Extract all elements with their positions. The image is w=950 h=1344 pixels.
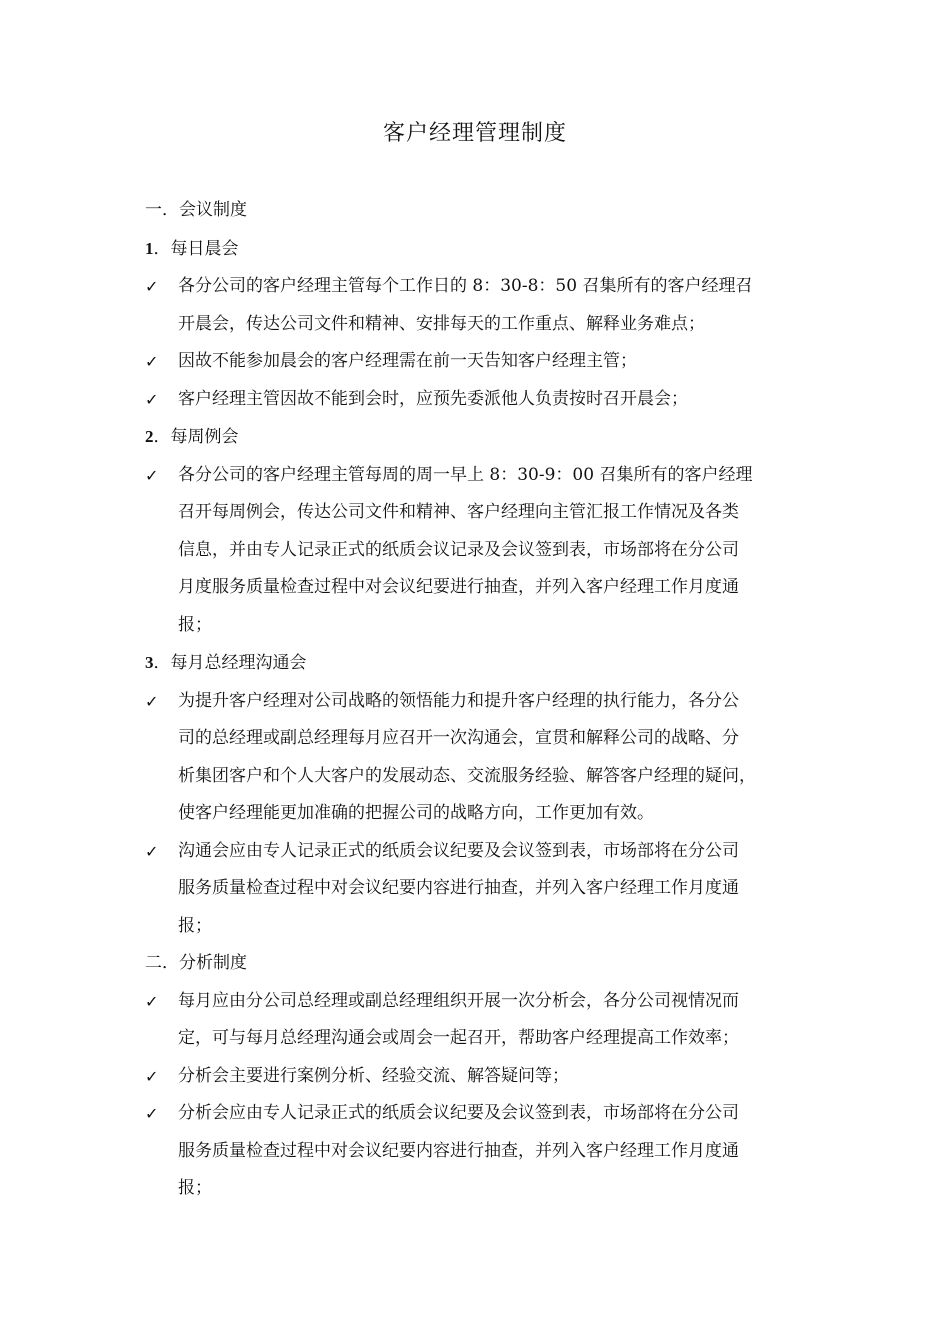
subsection-number: 3	[145, 653, 154, 672]
bullet-line: 为提升客户经理对公司战略的领悟能力和提升客户经理的执行能力，各分公	[178, 690, 739, 711]
bullet-item	[145, 683, 810, 833]
bullet-line: 沟通会应由专人记录正式的纸质会议纪要及会议签到表，市场部将在分公司	[178, 840, 739, 861]
bullet-line: 召开每周例会，传达公司文件和精神、客户经理向主管汇报工作情况及各类	[178, 502, 739, 522]
checkmark-icon: ✓	[145, 841, 159, 861]
subsection-number: 1	[145, 238, 154, 258]
bullet-text	[178, 683, 810, 833]
checkmark-icon: ✓	[145, 991, 159, 1011]
bullet-text	[178, 381, 810, 419]
checkmark-icon: ✓	[145, 277, 159, 296]
subsection-heading	[145, 418, 810, 457]
subsection-title: ．每月总经理沟通会	[153, 653, 307, 673]
subsection-heading	[145, 644, 810, 683]
checkmark-icon: ✓	[145, 1104, 159, 1123]
bullet-line: 析集团客户和个人大客户的发展动态、交流服务经验、解答客户经理的疑问，	[178, 765, 756, 786]
bullet-line: 开晨会，传达公司文件和精神、安排每天的工作重点、解释业务难点；	[178, 313, 705, 334]
section-heading: 二．分析制度	[145, 953, 247, 973]
subsection-title: ．每周例会	[153, 427, 239, 447]
checkmark-icon: ✓	[145, 1066, 159, 1086]
bullet-item	[145, 983, 810, 1058]
bullet-line: 使客户经理能更加准确的把握公司的战略方向，工作更加有效。	[178, 803, 654, 823]
bullet-item	[145, 381, 810, 419]
subsection-heading	[145, 230, 810, 269]
bullet-line: 月度服务质量检查过程中对会议纪要进行抽查，并列入客户经理工作月度通	[178, 577, 739, 597]
bullet-line: 信息，并由专人记录正式的纸质会议记录及会议签到表，市场部将在分公司	[178, 539, 739, 560]
checkmark-icon: ✓	[145, 389, 159, 409]
bullet-line: 每月应由分公司总经理或副总经理组织开展一次分析会，各分公司视情况而	[178, 990, 739, 1011]
bullet-line: 报；	[178, 915, 212, 936]
subsection-number: 2	[145, 427, 154, 446]
bullet-line: 服务质量检查过程中对会议纪要内容进行抽查，并列入客户经理工作月度通	[178, 1140, 739, 1161]
bullet-line: 分析会应由专人记录正式的纸质会议纪要及会议签到表，市场部将在分公司	[178, 1103, 739, 1123]
bullet-text	[178, 1095, 810, 1208]
bullet-line: 因故不能参加晨会的客户经理需在前一天告知客户经理主管；	[178, 351, 637, 371]
bullet-line: 各分公司的客户经理主管每个工作日的 8：30-8：50 召集所有的客户经理召	[178, 276, 753, 296]
bullet-line: 报；	[178, 614, 212, 635]
bullet-line: 定，可与每月总经理沟通会或周会一起召开，帮助客户经理提高工作效率；	[178, 1028, 739, 1048]
bullet-text	[178, 833, 810, 946]
bullet-line: 分析会主要进行案例分析、经验交流、解答疑问等；	[178, 1065, 569, 1086]
checkmark-icon: ✓	[145, 691, 159, 711]
bullet-line: 客户经理主管因故不能到会时，应预先委派他人负责按时召开晨会；	[178, 388, 688, 409]
bullet-item	[145, 1058, 810, 1096]
checkmark-icon: ✓	[145, 352, 159, 371]
bullet-line: 司的总经理或副总经理每月应召开一次沟通会，宣贯和解释公司的战略、分	[178, 728, 739, 748]
bullet-item	[145, 833, 810, 946]
subsection-title: ．每日晨会	[153, 238, 239, 259]
bullet-line: 报；	[178, 1178, 212, 1198]
section-heading: 一．会议制度	[145, 200, 247, 220]
bullet-item	[145, 457, 810, 645]
bullet-text	[178, 343, 810, 381]
bullet-text	[178, 1058, 810, 1096]
bullet-item	[145, 268, 810, 343]
bullet-text	[178, 268, 810, 343]
bullet-text	[178, 457, 810, 645]
bullet-line: 服务质量检查过程中对会议纪要内容进行抽查，并列入客户经理工作月度通	[178, 878, 739, 898]
bullet-item	[145, 1095, 810, 1208]
document-title: 客户经理管理制度	[382, 121, 567, 146]
document-body	[145, 192, 810, 1208]
bullet-text	[178, 983, 810, 1058]
checkmark-icon: ✓	[145, 465, 159, 485]
bullet-item	[145, 343, 810, 381]
bullet-line: 各分公司的客户经理主管每周的周一早上 8：30-9：00 召集所有的客户经理	[178, 464, 753, 485]
